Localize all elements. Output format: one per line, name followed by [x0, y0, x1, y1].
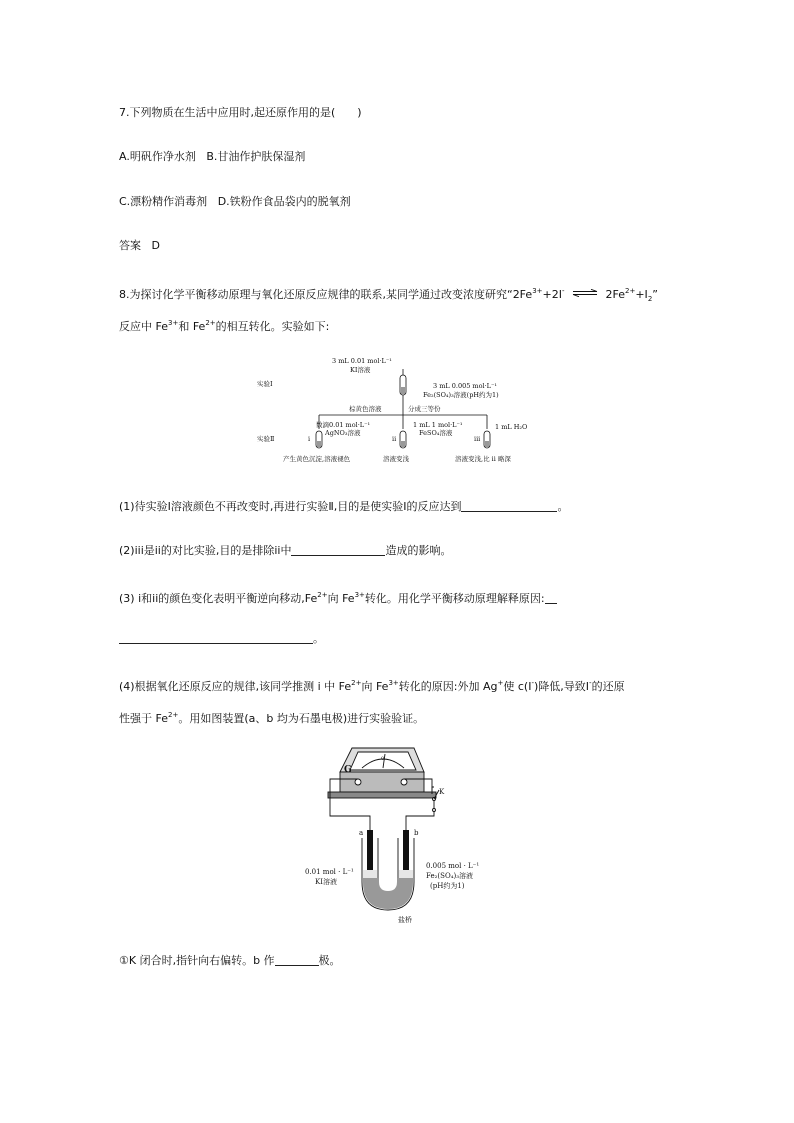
fig1-tube-i: i — [308, 435, 311, 443]
text: 性强于 Fe — [119, 712, 168, 725]
fig1-feso4-conc: 1 mL 1 mol·L⁻¹ — [413, 421, 463, 429]
charge-3plus: 3+ — [388, 679, 399, 687]
text: (4)根据氧化还原反应的规律,该同学推测 i 中 Fe — [119, 680, 352, 693]
q7-options-cd — [119, 195, 351, 209]
q8-part1 — [119, 500, 568, 514]
q8-part2 — [119, 544, 451, 558]
text: 向 Fe — [361, 680, 389, 693]
text: ①K 闭合时,指针向右偏转。b 作 — [119, 954, 275, 967]
fig1-tube-liquid — [317, 441, 489, 447]
text: 极。 — [318, 954, 341, 967]
left-solution-name: KI溶液 — [315, 878, 337, 886]
charge-2plus: 2+ — [351, 679, 362, 687]
right-solution-conc: 0.005 mol · L⁻¹ — [426, 862, 480, 870]
fig1-tube-ii: ii — [392, 435, 397, 443]
charge-plus: + — [497, 679, 504, 687]
charge-3plus: 3+ — [168, 319, 179, 327]
fig1-tube-exp1-icon — [400, 369, 406, 395]
fig1-h2o: 1 mL H₂O — [495, 423, 528, 431]
text: (1)待实验Ⅰ溶液颜色不再改变时,再进行实验Ⅱ,目的是使实验Ⅰ的反应达到 — [119, 500, 462, 513]
fig1-fe-name: Fe₂(SO₄)₃溶液(pH约为1) — [423, 391, 499, 399]
fig1-ki-name: KI溶液 — [350, 366, 371, 374]
text: 转化的原因:外加 Ag — [398, 680, 498, 693]
q7-answer — [119, 239, 160, 253]
q8-part4-sub1 — [119, 954, 341, 968]
q7-option-d: D.铁粉作食品袋内的脱氧剂 — [217, 195, 351, 208]
answer-blank-3b[interactable] — [119, 633, 313, 644]
text: 的还原 — [591, 680, 625, 693]
fig1-ki-conc: 3 mL 0.01 mol·L⁻¹ — [332, 357, 392, 365]
switch-k-label: K — [439, 788, 445, 796]
text: 向 Fe — [327, 592, 355, 605]
q8-intro-text: 8.为探讨化学平衡移动原理与氧化还原反应规律的联系,某同学通过改变浓度研究“2Fe — [119, 288, 533, 301]
fig1-result-iii: 溶液变浅,比 ii 略深 — [455, 455, 511, 463]
fig1-brown-label: 棕黄色溶液 — [349, 405, 382, 413]
fig1-tube-iii: iii — [474, 435, 481, 443]
charge-minus: - — [531, 679, 534, 687]
text: )降低,导致I — [534, 680, 590, 693]
galvanometer-label: G — [344, 765, 352, 775]
answer-label: 答案 — [119, 239, 141, 252]
dial-zero: 0 — [381, 756, 385, 762]
fig1-fe-conc: 3 mL 0.005 mol·L⁻¹ — [433, 382, 497, 390]
q8-part3 — [119, 588, 557, 606]
q7-option-a: A.明矾作净水剂 — [119, 150, 196, 163]
iodide-term: +2I — [542, 288, 562, 301]
charge-3plus: 3+ — [354, 591, 365, 599]
q7-stem: 7.下列物质在生活中应用时,起还原作用的是( ) — [119, 106, 362, 119]
charge-2plus: 2+ — [168, 711, 179, 719]
charge-2plus: 2+ — [625, 287, 636, 295]
q8-part4-line1 — [119, 676, 625, 694]
text: (3) i和ii的颜色变化表明平衡逆向移动,Fe — [119, 592, 318, 605]
right-solution-name: Fe₂(SO₄)₃溶液 — [426, 872, 474, 880]
fig1-exp1-label: 实验Ⅰ — [257, 380, 273, 388]
text: 和 Fe — [178, 320, 206, 333]
fig1-exp2-label: 实验Ⅱ — [257, 435, 275, 443]
text: 造成的影响。 — [385, 544, 452, 557]
fig1-split-label: 分成三等份 — [408, 405, 441, 413]
text: 转化。用化学平衡移动原理解释原因: — [364, 592, 545, 605]
answer-blank-3a[interactable] — [545, 593, 557, 604]
electrode-a-label: a — [359, 829, 364, 837]
text: 。 — [557, 500, 569, 513]
fig1-ag-conc: 数滴0.01 mol·L⁻¹ — [316, 421, 371, 429]
text: 使 c(I — [503, 680, 532, 693]
q8-part4-line2 — [119, 708, 424, 726]
fig1-ag-name: AgNO₃溶液 — [325, 429, 361, 437]
close-quote: ” — [652, 288, 658, 301]
equilibrium-arrow-icon — [572, 289, 598, 297]
fig1-result-ii: 溶液变浅 — [383, 455, 409, 463]
q7-options-ab — [119, 150, 305, 164]
answer-blank-2[interactable] — [291, 545, 385, 556]
subscript-2: 2 — [647, 295, 653, 303]
text: (2)iii是ii的对比实验,目的是排除ii中 — [119, 544, 292, 557]
charge-minus: - — [589, 679, 592, 687]
charge-2plus: 2+ — [205, 319, 216, 327]
answer-value: D — [151, 239, 160, 252]
fig1-feso4-name: FeSO₄溶液 — [419, 429, 453, 437]
left-solution-conc: 0.01 mol · L⁻¹ — [305, 868, 354, 876]
q8-intro-line1 — [119, 284, 658, 306]
electrode-b — [403, 830, 409, 875]
electrode-b-label: b — [414, 829, 419, 837]
charge-3plus: 3+ — [532, 287, 543, 295]
galvanic-cell-diagram — [300, 742, 500, 928]
electrode-a — [367, 830, 373, 875]
experiment-diagram — [255, 353, 545, 468]
text: 。 — [313, 632, 324, 645]
text: 反应中 Fe — [119, 320, 168, 333]
product-fe: 2Fe — [605, 288, 626, 301]
charge-minus: - — [561, 287, 565, 295]
q8-part3-cont — [119, 632, 324, 646]
answer-blank-1[interactable] — [461, 501, 557, 512]
q7-option-c: C.漂粉精作消毒剂 — [119, 195, 208, 208]
right-solution-ph: (pH约为1) — [430, 882, 465, 890]
product-iodine: +I — [635, 288, 648, 301]
text: 的相互转化。实验如下: — [215, 320, 330, 333]
answer-blank-4[interactable] — [275, 955, 319, 966]
q7-option-b: B.甘油作护肤保湿剂 — [206, 150, 306, 163]
q8-intro-line2 — [119, 316, 329, 334]
text: 。用如图装置(a、b 均为石墨电极)进行实验验证。 — [178, 712, 425, 725]
fig1-result-i: 产生黄色沉淀,溶液褪色 — [283, 455, 351, 463]
salt-bridge-label: 盐桥 — [398, 916, 412, 924]
charge-2plus: 2+ — [317, 591, 328, 599]
